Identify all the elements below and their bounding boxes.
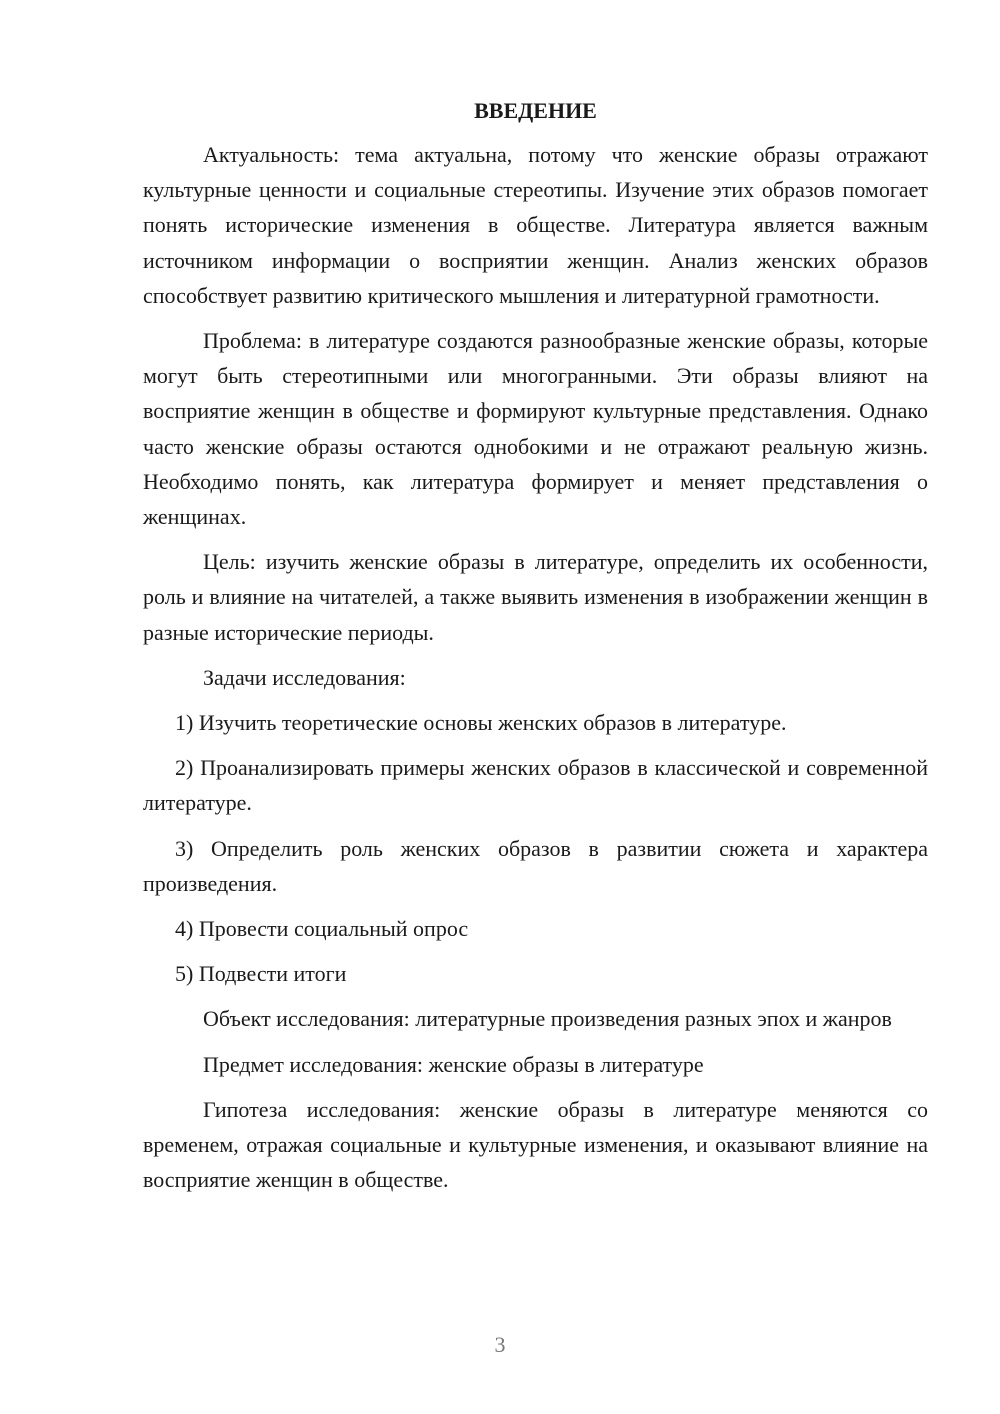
document-page [143, 93, 928, 1207]
task-item: 2) Проанализировать примеры женских образов в классической и современной литературе. [143, 755, 928, 816]
section-title: ВВЕДЕНИЕ [474, 98, 597, 123]
paragraph-problem: Проблема: в литературе создаются разнообразные женские образы, которые могут быть стереотипными или многогранными. Эти образы влияют на восприятие женщин в обществе и формируют культурные представления. Однако часто женские образы остаются однобокими и не отражают реальную жизнь. Необходимо понять, как литература формирует и меняет представления о женщинах. [143, 328, 928, 530]
task-item: 4) Провести социальный опрос [175, 916, 469, 942]
paragraph-object: Объект исследования: литературные произведения разных эпох и жанров [203, 1006, 892, 1032]
task-item: 3) Определить роль женских образов в развитии сюжета и характера произведения. [143, 835, 928, 896]
paragraph-tasks-heading: Задачи исследования: [203, 664, 406, 690]
page-number: 3 [494, 1332, 506, 1357]
paragraph-hypothesis: Гипотеза исследования: женские образы в литературе меняются со временем, отражая социальные и культурные изменения, и оказывают влияние на восприятие женщин в обществе. [143, 1096, 928, 1193]
task-item: 5) Подвести итоги [175, 961, 347, 987]
paragraph-goal: Цель: изучить женские образы в литературе, определить их особенности, роль и влияние на читателей, а также выявить изменения в изображении женщин в разные исторические периоды. [143, 549, 928, 645]
paragraph-subject: Предмет исследования: женские образы в литературе [203, 1051, 704, 1077]
paragraph-relevance: Актуальность: тема актуальна, потому что женские образы отражают культурные ценности и социальные стереотипы. Изучение этих образов помогает понять исторические изменения в обществе. Литература является важным источником информации о восприятии женщин. Анализ женских образов способствует развитию критического мышления и литературной грамотности. [143, 142, 928, 308]
task-item: 1) Изучить теоретические основы женских образов в литературе. [175, 710, 787, 736]
